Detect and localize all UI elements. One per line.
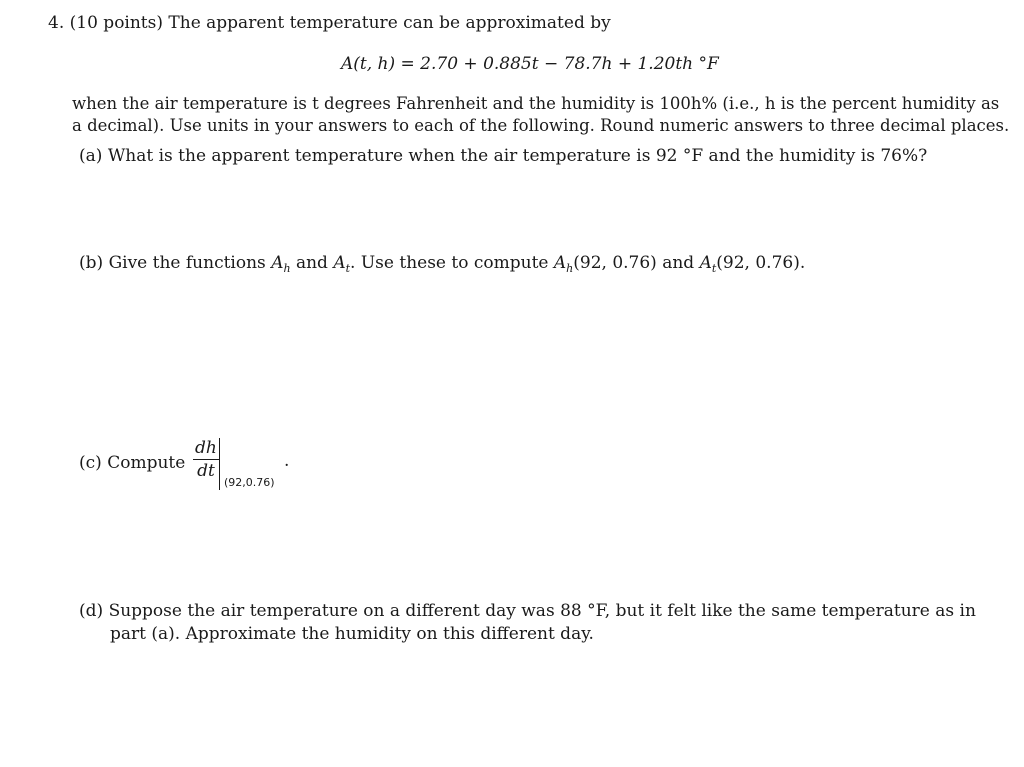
evaluation-bar: [219, 438, 220, 490]
fraction-bar: [193, 459, 219, 460]
evaluation-point: (92,0.76): [224, 476, 275, 489]
description-line-2: a decimal). Use units in your answers to each of the following. Round numeric answers to three decimal places.: [72, 116, 1010, 135]
part-c: [79, 453, 185, 473]
part-b-text-pre: Give the functions: [108, 253, 266, 273]
problem-number: 4.: [48, 13, 65, 33]
derivative-fraction: [193, 438, 219, 481]
part-b-args-2: (92, 0.76).: [716, 253, 806, 273]
part-c-text: Compute: [107, 453, 186, 473]
part-d-text-1: Suppose the air temperature on a different day was 88 °F, but it felt like the same temperature as in: [108, 601, 976, 621]
part-b-args-1: (92, 0.76): [573, 253, 657, 273]
part-b-func-at: $A_t$: [333, 253, 351, 275]
problem-points: (10 points): [69, 13, 163, 33]
problem-header: [48, 13, 611, 33]
part-a-label: (a): [79, 146, 103, 166]
part-b-text-mid: . Use these to compute: [350, 253, 549, 273]
part-b-eval-ah: $A_h$: [553, 253, 574, 275]
part-d-label: (d): [79, 601, 104, 621]
part-d-line-1: [79, 601, 976, 621]
fraction-numerator: dh: [195, 438, 217, 458]
part-c-label: (c): [79, 453, 102, 473]
part-b: [79, 253, 805, 273]
part-b-label: (b): [79, 253, 104, 273]
fraction-denominator: dt: [197, 461, 215, 481]
part-a: [79, 146, 927, 166]
part-d-line-2: part (a). Approximate the humidity on this different day.: [110, 624, 594, 644]
part-b-and-1: and: [295, 253, 328, 273]
problem-intro: The apparent temperature can be approximated by: [168, 13, 611, 33]
description-line-1: when the air temperature is t degrees Fahrenheit and the humidity is 100h% (i.e., h is the percent humidity as: [72, 94, 1000, 113]
part-a-text: What is the apparent temperature when the air temperature is 92 °F and the humidity is 76%?: [107, 146, 928, 166]
part-b-and-2: and: [662, 253, 695, 273]
part-b-func-ah: $A_h$: [271, 253, 291, 275]
formula: A(t, h) = 2.70 + 0.885t − 78.7h + 1.20th °F: [341, 54, 719, 74]
part-b-eval-at: $A_t$: [699, 253, 717, 275]
part-c-period: .: [284, 451, 290, 471]
